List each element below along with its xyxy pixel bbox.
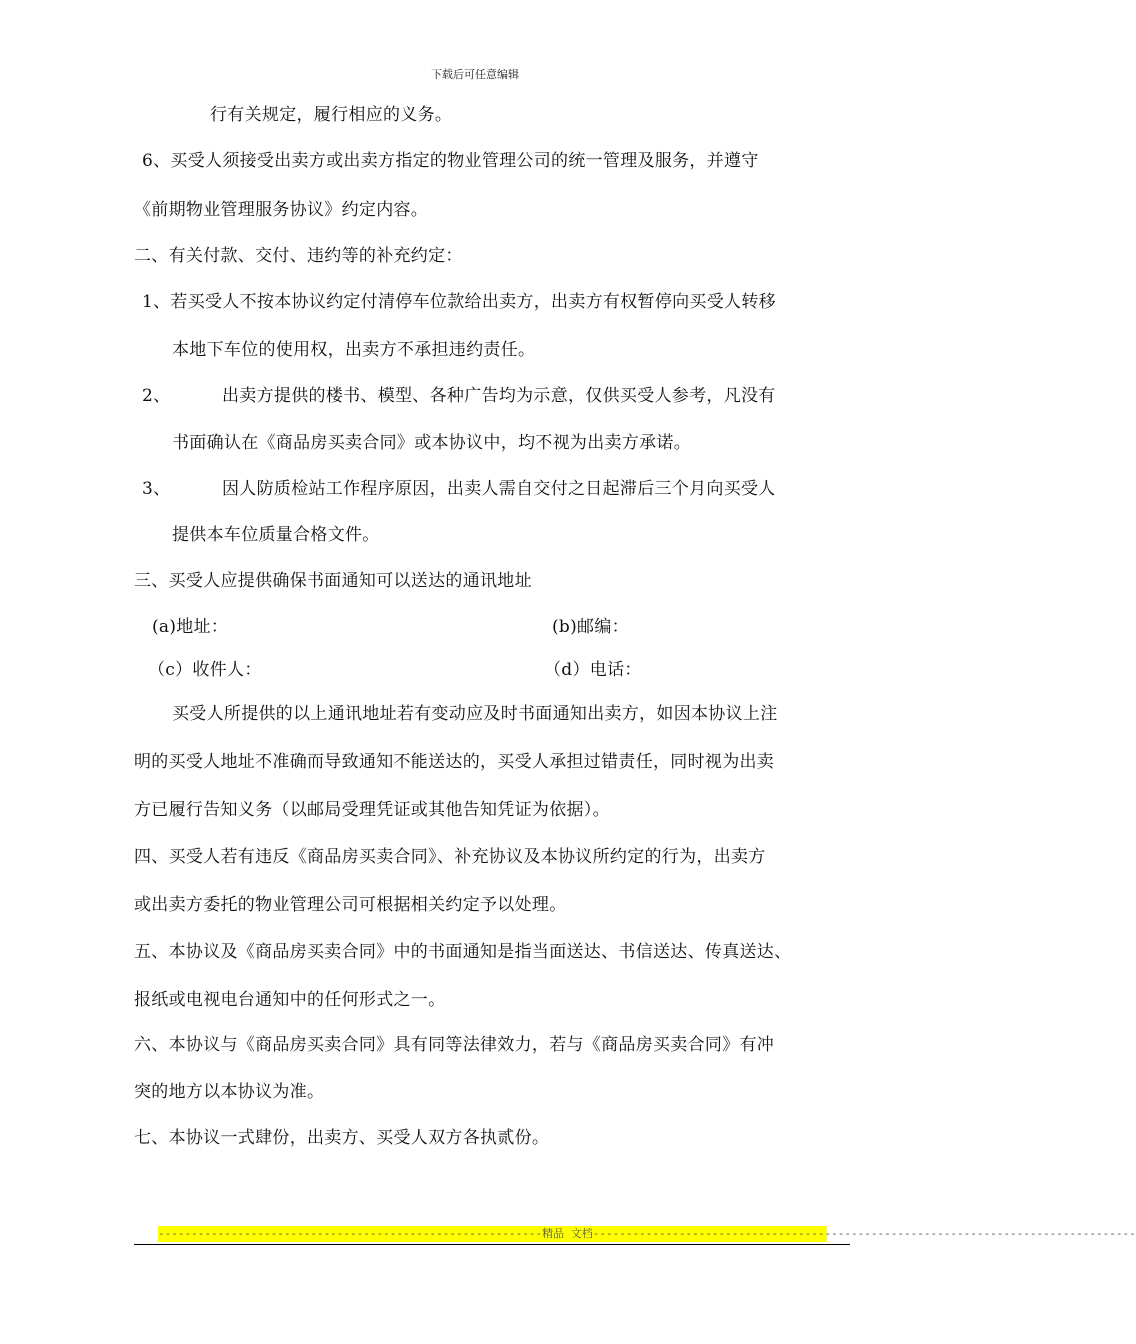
text-line: 出卖方提供的楼书、模型、各种广告均为示意，仅供买受人参考，凡没有 <box>222 386 776 406</box>
field-label-address: (a)地址： <box>152 617 229 637</box>
footer-divider <box>134 1244 850 1245</box>
text-line: 买受人所提供的以上通讯地址若有变动应及时书面通知出卖方，如因本协议上注 <box>172 704 778 724</box>
section-heading: 四、买受人若有违反《商品房买卖合同》、补充协议及本协议所约定的行为，出卖方 <box>134 847 766 867</box>
text-line: 因人防质检站工作程序原因，出卖人需自交付之日起滞后三个月向买受人 <box>222 479 776 499</box>
section-heading: 二、有关付款、交付、违约等的补充约定： <box>134 246 463 266</box>
text-line: 提供本车位质量合格文件。 <box>172 525 380 545</box>
text-line: 明的买受人地址不准确而导致通知不能送达的，买受人承担过错责任，同时视为出卖 <box>134 752 775 772</box>
text-line: 突的地方以本协议为准。 <box>134 1082 325 1102</box>
text-line: 6、买受人须接受出卖方或出卖方指定的物业管理公司的统一管理及服务，并遵守 <box>142 151 759 171</box>
text-line: 1、若买受人不按本协议约定付清停车位款给出卖方，出卖方有权暂停向买受人转移 <box>142 292 776 312</box>
page-header: 下载后可任意编辑 <box>431 68 519 81</box>
text-line: 或出卖方委托的物业管理公司可根据相关约定予以处理。 <box>134 895 567 915</box>
footer-watermark: ----------------------------------------------------------精品 文档---------------------------------------------------------------------------------- <box>158 1227 1136 1240</box>
text-line: 书面确认在《商品房买卖合同》或本协议中，均不视为出卖方承诺。 <box>172 433 691 453</box>
item-number: 2、 <box>142 386 171 406</box>
text-line: 方已履行告知义务（以邮局受理凭证或其他告知凭证为依据）。 <box>134 800 610 820</box>
field-label-phone: （d）电话： <box>544 660 642 680</box>
field-label-recipient: （c）收件人： <box>148 660 262 680</box>
field-label-postcode: (b)邮编： <box>552 617 629 637</box>
text-line: 行有关规定，履行相应的义务。 <box>210 105 453 125</box>
text-line: 《前期物业管理服务协议》约定内容。 <box>134 200 429 220</box>
section-heading: 五、本协议及《商品房买卖合同》中的书面通知是指当面送达、书信送达、传真送达、 <box>134 942 792 962</box>
section-heading: 七、本协议一式肆份，出卖方、买受人双方各执贰份。 <box>134 1128 550 1148</box>
text-line: 本地下车位的使用权，出卖方不承担违约责任。 <box>172 340 536 360</box>
item-number: 3、 <box>142 479 171 499</box>
section-heading: 三、买受人应提供确保书面通知可以送达的通讯地址 <box>134 571 532 591</box>
text-line: 报纸或电视电台通知中的任何形式之一。 <box>134 990 446 1010</box>
section-heading: 六、本协议与《商品房买卖合同》具有同等法律效力，若与《商品房买卖合同》有冲 <box>134 1035 775 1055</box>
